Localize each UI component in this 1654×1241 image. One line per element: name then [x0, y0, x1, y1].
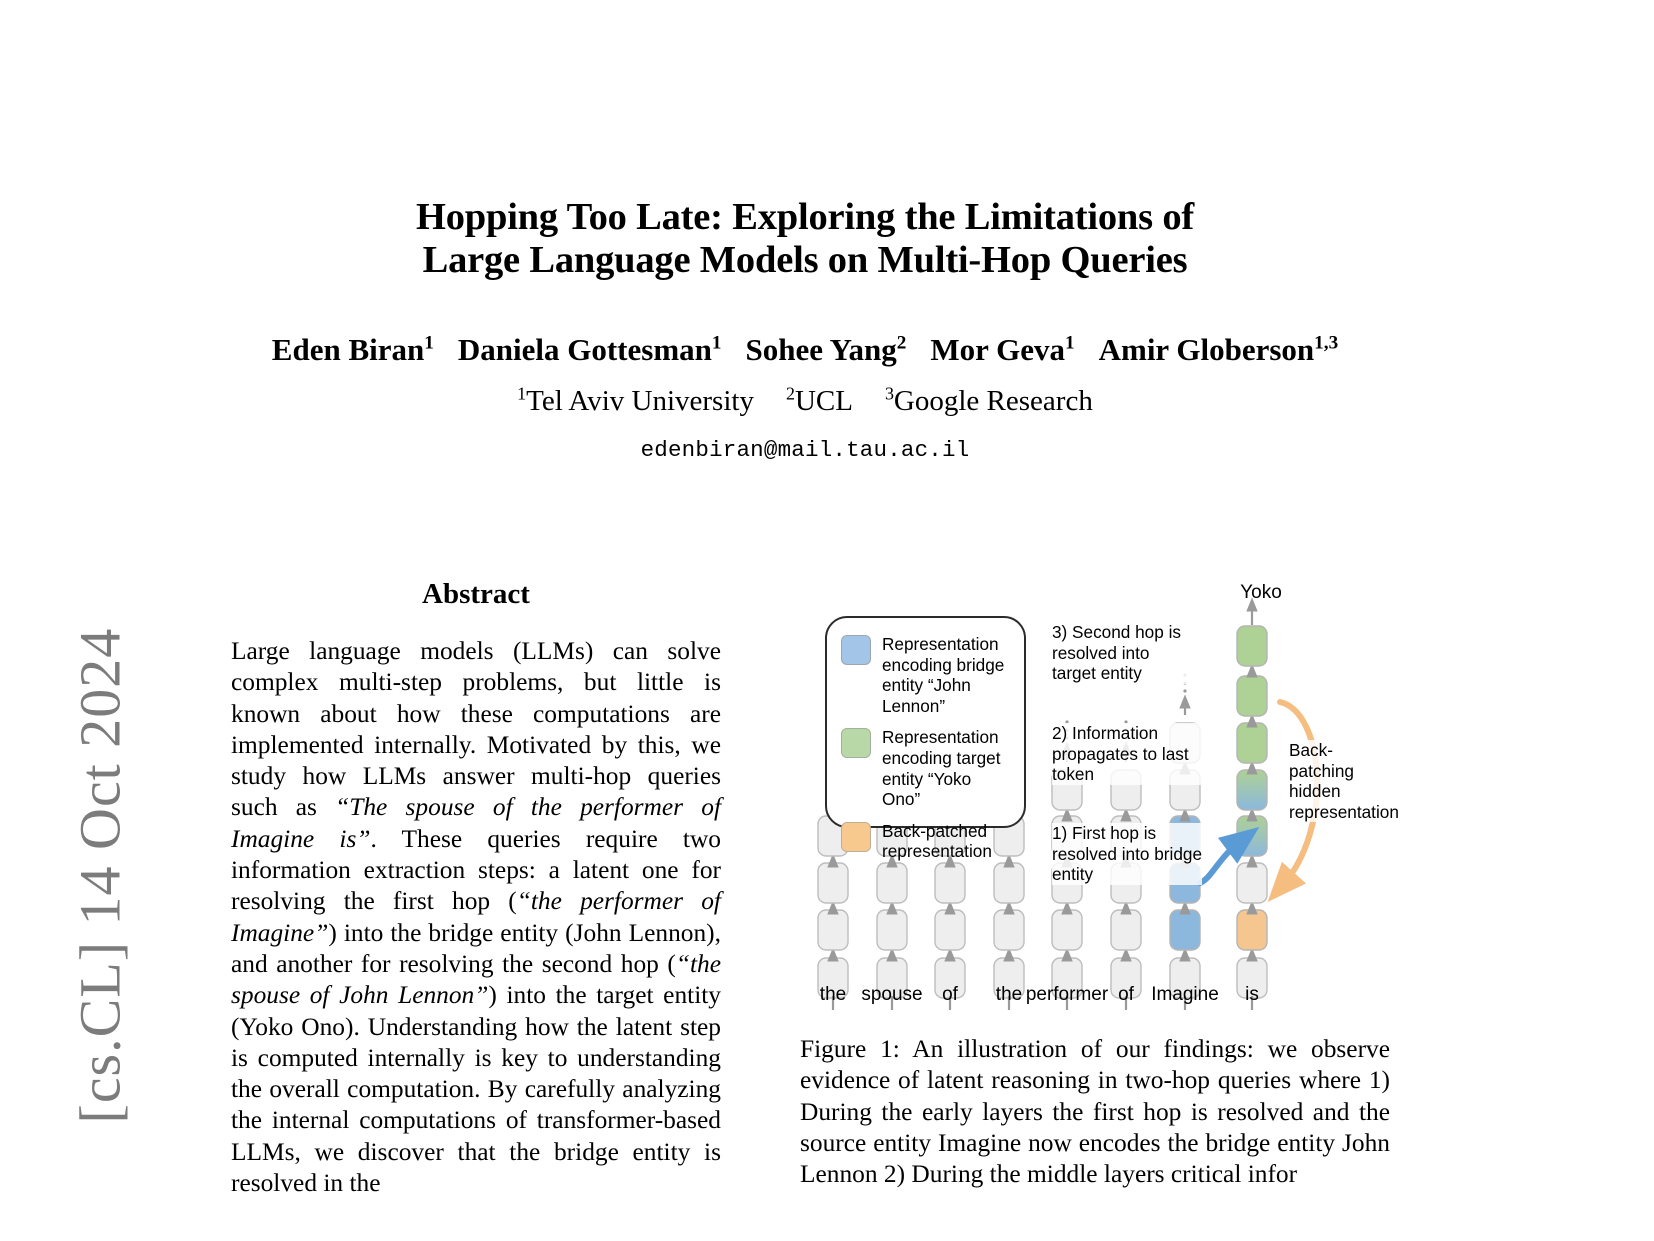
legend-label-backpatched: Back-patched representation	[882, 820, 992, 862]
ellipsis-dot-icon	[1183, 689, 1186, 692]
affiliation-3: $^3$Google Research	[884, 383, 1093, 417]
arxiv-stamp: [cs.CL] 14 Oct 2024	[67, 627, 133, 1124]
legend-item-backpatched	[841, 821, 1014, 862]
affiliation-marker: 3	[884, 383, 894, 404]
annotation-step-2: 2) Information propagates to last token	[1052, 723, 1202, 785]
contact-email[interactable]: edenbiran@mail.tau.ac.il	[640, 437, 970, 463]
author-affiliation-marker: 1,3	[1314, 332, 1339, 354]
hidden-state-cell	[818, 863, 848, 903]
abstract-quote-2: “the performer of Imagine”	[231, 887, 721, 947]
hidden-state-cell	[1052, 910, 1082, 950]
legend-swatch-blue-icon	[841, 635, 871, 665]
legend-item-target	[841, 727, 1014, 809]
hidden-state-cell	[877, 910, 907, 950]
token-label-the: the	[819, 984, 847, 1005]
page-title	[230, 196, 1380, 282]
blue-propagation-arrow	[1200, 840, 1242, 883]
paper-title-line-2: Large Language Models on Multi-Hop Queries	[422, 239, 1188, 281]
hidden-state-cell	[935, 910, 965, 950]
affiliation-1: $^1$Tel Aviv University	[517, 383, 754, 417]
abstract-text-4: ) into the target entity (Yoko Ono). Understanding how the latent step is computed internally is key to understanding the overall computation. By carefully analyzing the internal computations of transformer-based LLMs, we discover that the bridge entity is resolved in the	[231, 981, 722, 1198]
annotation-step-1: 1) First hop is resolved into bridge entity	[1052, 823, 1203, 885]
legend-swatch-green-icon	[841, 728, 871, 758]
figure-1	[800, 578, 1399, 1018]
hidden-state-cell	[1237, 770, 1267, 810]
token-label-of: of	[1118, 984, 1134, 1005]
hidden-state-cell	[1111, 910, 1141, 950]
token-label-performer: performer	[1025, 984, 1109, 1005]
legend-item-bridge	[841, 634, 1014, 716]
hidden-state-cell	[1237, 910, 1267, 950]
annotation-step-3: 3) Second hop is resolved into target entity	[1052, 622, 1198, 684]
abstract-text-1: Large language models (LLMs) can solve complex multi-step problems, but little is known about how these computations are implemented internally. Motivated by this, we study how LLMs answer multi-hop queries such as	[231, 637, 721, 822]
abstract-body	[231, 636, 721, 1199]
author-affiliation-marker: 1	[711, 332, 722, 354]
token-label-spouse: spouse	[861, 984, 923, 1005]
author-4: Mor Geva$^1$	[930, 332, 1075, 367]
hidden-state-cell	[1237, 863, 1267, 903]
hidden-state-cell	[1237, 723, 1267, 763]
abstract-text-2: . These queries require two information extraction steps: a latent one for resolving the first hop (	[231, 824, 721, 916]
authors-list	[230, 332, 1380, 368]
abstract-quote-3: “the spouse of John Lennon”	[231, 949, 721, 1010]
token-label-the: the	[995, 984, 1023, 1005]
author-affiliation-marker: 1	[424, 332, 434, 354]
paper-title-line-1: Hopping Too Late: Exploring the Limitations of	[415, 196, 1195, 238]
affiliations-list	[230, 385, 1380, 418]
hidden-state-cell	[994, 910, 1024, 950]
affiliation-marker: 1	[517, 383, 527, 404]
author-2: Daniela Gottesman$^1$	[457, 332, 722, 367]
hidden-state-cell	[818, 910, 848, 950]
abstract-section	[231, 578, 721, 1199]
annotation-backpatching: Back-patching hidden representation	[1289, 740, 1399, 822]
token-label-of: of	[942, 984, 958, 1005]
token-label-Imagine: Imagine	[1151, 984, 1219, 1005]
legend-label-bridge: Representation encoding bridge entity “John Lennon”	[882, 634, 1005, 716]
hidden-state-cell	[877, 863, 907, 903]
hidden-state-cell	[1237, 816, 1267, 856]
affiliation-marker: 2	[785, 383, 795, 404]
figure-diagram	[800, 578, 1399, 1018]
output-token-label: Yoko	[1240, 582, 1282, 603]
abstract-quote-1: “The spouse of the performer of Imagine is”	[231, 793, 722, 853]
token-label-is: is	[1245, 984, 1259, 1005]
hidden-state-cell	[1237, 626, 1267, 666]
token-labels-row	[800, 984, 1392, 1012]
author-1: Eden Biran$^1$	[271, 332, 434, 367]
hidden-state-cell	[1237, 676, 1267, 716]
hidden-state-cell	[935, 863, 965, 903]
author-3: Sohee Yang$^2$	[745, 332, 907, 367]
affiliation-2: $^2$UCL	[785, 383, 853, 417]
abstract-text-3: ) into the bridge entity (John Lennon), and another for resolving the second hop (	[231, 918, 721, 978]
hidden-state-cell	[994, 863, 1024, 903]
author-affiliation-marker: 2	[896, 332, 907, 354]
hidden-state-cell	[1170, 910, 1200, 950]
legend-label-target: Representation encoding target entity “Yoko Ono”	[882, 727, 1001, 810]
legend-swatch-orange-icon	[841, 822, 871, 852]
title-block	[230, 196, 1380, 463]
author-5: Amir Globerson$^{1,3}$	[1098, 332, 1339, 367]
figure-legend	[825, 616, 1026, 862]
abstract-heading: Abstract	[422, 578, 530, 610]
author-affiliation-marker: 1	[1065, 332, 1075, 354]
figure-caption: Figure 1: An illustration of our findings: we observe evidence of latent reasoning in two-hop queries where 1) During the early layers the first hop is resolved and the source entity Imagine now encodes the bridge entity John Lennon 2) During the middle layers critical infor	[800, 1035, 1390, 1189]
